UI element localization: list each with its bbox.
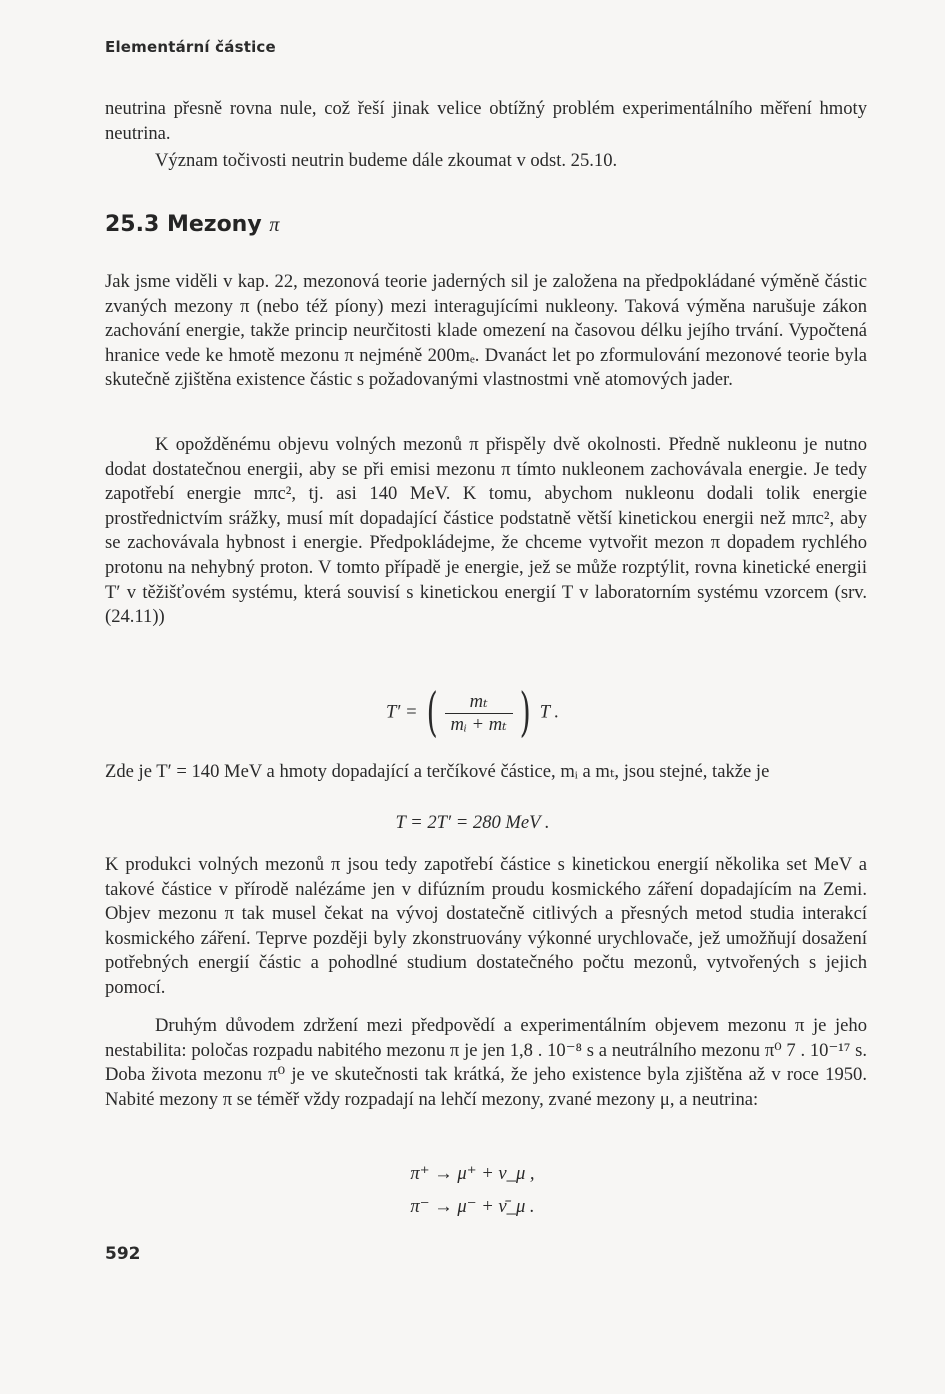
equation-total-energy: T = 2T′ = 280 MeV . xyxy=(395,812,550,833)
section-title: Mezony xyxy=(166,212,262,237)
paragraph-4: K opožděnému objevu volných mezonů π přispěly dvě okolnosti. Předně nukleonu je nutno dodat dostatečnou energii, aby se při emisi mezonu π tímto nukleonem zachovávala energie. Je tedy zapotřebí energie mπc², tj. asi 140 MeV. K tomu, abychom nukleonu dodali tolik energie prostřednictvím srážky, musí mít dopadající částice podstatně větší kinetickou energii než mπc², aby se zachovávala hybnost i energie. Předpokládejme, že chceme vytvořit mezon π dopadem rychlého protonu na nehybný proton. V tomto případě je energie, jež se může rozptýlit, rovna kinetické energii T′ v těžišťovém systému, která souvisí s kinetickou energií T v laboratorním systému vzorcem (srv. (24.11)) xyxy=(105,434,867,628)
paragraph-2: Význam točivosti neutrin budeme dále zkoumat v odst. 25.10. xyxy=(155,150,618,171)
section-heading xyxy=(105,212,279,237)
left-paren: ( xyxy=(426,683,438,743)
section-number: 25.3 xyxy=(105,212,160,237)
eq1-denominator: mᵢ + mₜ xyxy=(450,713,507,735)
paragraph-3: Jak jsme viděli v kap. 22, mezonová teorie jaderných sil je založena na předpokládané výměně částic zvaných mezony π (nebo též píony) mezi interagujícími nukleony. Taková výměna narušuje zákon zachování energie, takže princip neurčitosti klade omezení na časovou délku jejího trvání. Vypočtená hranice vede ke hmotě mezonu π nejméně 200mₑ. Dvanáct let po zformulování mezonové teorie byla skutečně zjištěna existence částic s požadovanými vlastnostmi vně atomových jader. xyxy=(105,271,867,391)
paragraph-5: Zde je T′ = 140 MeV a hmoty dopadající a terčíkové částice, mᵢ a mₜ, jsou stejné, takže je xyxy=(105,761,770,782)
paragraph-7: Druhým důvodem zdržení mezi předpovědí a experimentálním objevem mezonu π je jeho nestabilita: poločas rozpadu nabitého mezonu π je jen 1,8 . 10⁻⁸ s a neutrálního mezonu π⁰ 7 . 10⁻¹⁷ s. Doba života mezonu π⁰ je ve skutečnosti tak krátká, že jeho existence byla zjištěna až v roce 1950. Nabité mezony π se téměř vždy rozpadají na lehčí mezony, zvané mezony μ, a neutrina: xyxy=(105,1015,867,1110)
equation-pi-plus-decay: π⁺ → μ⁺ + ν_μ , xyxy=(410,1163,535,1184)
paragraph-1: neutrina přesně rovna nule, což řeší jinak velice obtížný problém experimentálního měření hmoty neutrina. xyxy=(105,98,867,144)
running-head: Elementární částice xyxy=(105,38,276,56)
equation-pi-minus-decay: π⁻ → μ⁻ + ν̄_μ . xyxy=(410,1196,535,1217)
right-paren: ) xyxy=(519,683,531,743)
eq1-fraction xyxy=(445,691,513,736)
eq1-rhs: T . xyxy=(539,701,560,723)
paragraph-6: K produkci volných mezonů π jsou tedy zapotřebí částice s kinetickou energií několika set MeV a takové částice v přírodě nalézáme jen v difúzním proudu kosmického záření dopadajícím na Zemi. Objev mezonu π tak musel čekat na vývoj dostatečně citlivých a přesných metod studia interakcí kosmického záření. Teprve později byly zkonstruovány výkonné urychlovače, jež umožňují dosažení potřebných energií částic a pohodlné studium dostatečného počtu mezonů, vytvořených s jejich pomocí. xyxy=(105,854,867,998)
equation-kinetic-energy xyxy=(0,683,945,743)
eq1-lhs: T′ = xyxy=(385,701,418,723)
section-symbol: π xyxy=(269,214,280,236)
eq1-numerator: mₜ xyxy=(445,691,513,714)
page-number: 592 xyxy=(105,1244,141,1264)
